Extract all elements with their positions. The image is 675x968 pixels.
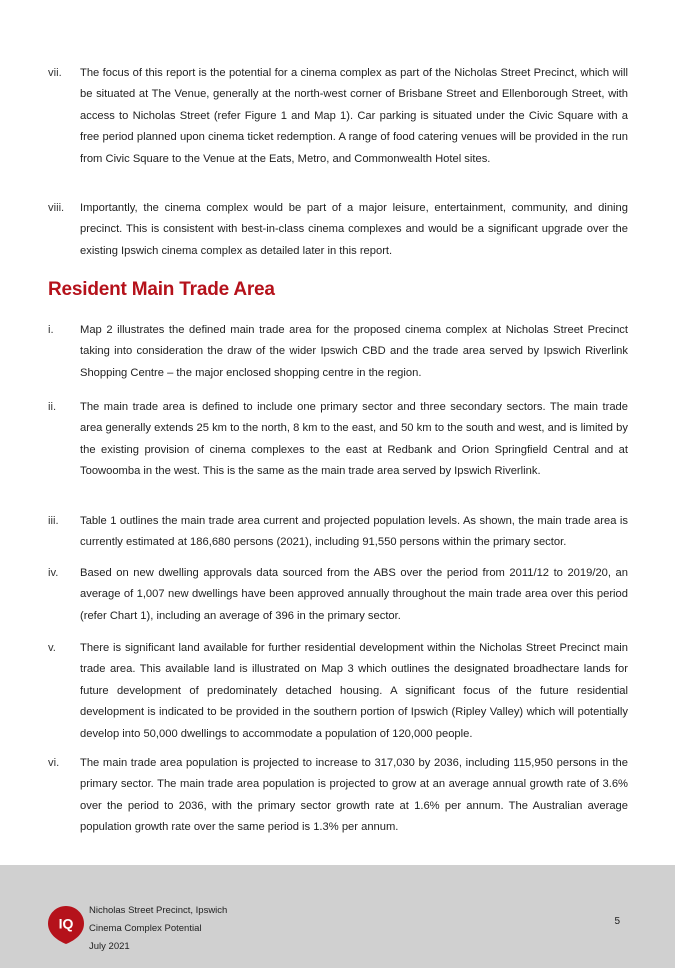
item-text: Based on new dwelling approvals data sourced from the ABS over the period from 2011/12 to 2019/20, an average of 1,007 new dwellings have been approved annually throughout the main trade area over this period (refer Chart 1), including an average of 396 in the primary sector. (80, 567, 628, 622)
item-number: ii. (48, 401, 57, 413)
item-text: There is significant land available for further residential development within the Nicholas Street Precinct main trade area. This available land is illustrated on Map 3 which outlines the designated broadhectare lands for future development of predominately detached housing. A significant focus of the future residential development is indicated to be provided in the southern portion of Ipswich (Ripley Valley) which will potentially develop into 50,000 dwellings to accommodate a population of 120,000 people. (80, 642, 628, 740)
footer-title: Nicholas Street Precinct, Ipswich (89, 905, 228, 916)
item-text: Map 2 illustrates the defined main trade area for the proposed cinema complex at Nicholas Street Precinct taking into consideration the draw of the wider Ipswich CBD and the trade area served by Ipswich Riverlink Shopping Centre – the major enclosed shopping centre in the region. (80, 324, 628, 379)
item-number: vii. (48, 67, 62, 79)
item-number: i. (48, 324, 54, 336)
iq-logo-icon (47, 905, 85, 945)
item-number: v. (48, 642, 56, 654)
page-number: 5 (614, 916, 620, 927)
footer-subtitle: Cinema Complex Potential (89, 923, 202, 934)
footer-info (89, 902, 227, 956)
item-text: The main trade area population is projected to increase to 317,030 by 2036, including 115,950 persons in the primary sector. The main trade area population is projected to grow at an average annual growth rate of 3.6% over the period to 2036, with the primary sector growth rate at 1.6% per annum. The Australian average population growth rate over the same period is 1.3% per annum. (80, 757, 628, 834)
section-heading: Resident Main Trade Area (48, 279, 275, 300)
item-number: iii. (48, 515, 59, 527)
item-text: Table 1 outlines the main trade area current and projected population levels. As shown, the main trade area is currently estimated at 186,680 persons (2021), including 91,550 persons within the primary sector. (80, 515, 628, 549)
item-number: vi. (48, 757, 60, 769)
footer-date: July 2021 (89, 941, 130, 952)
item-number: viii. (48, 202, 65, 214)
logo-text: IQ (58, 915, 74, 932)
item-text: Importantly, the cinema complex would be part of a major leisure, entertainment, community, and dining precinct. This is consistent with best-in-class cinema complexes and would be a significant upgrade over the existing Ipswich cinema complex as detailed later in this report. (80, 202, 628, 257)
item-text: The focus of this report is the potential for a cinema complex as part of the Nicholas Street Precinct, which will be situated at The Venue, generally at the north-west corner of Brisbane Street and Ellenborough Street, with access to Nicholas Street (refer Figure 1 and Map 1). Car parking is situated under the Civic Square with a free period planned upon cinema ticket redemption. A range of food catering venues will be provided in the run from Civic Square to the Venue at the Eats, Metro, and Commonwealth Hotel sites. (80, 67, 628, 165)
item-number: iv. (48, 567, 59, 579)
item-text: The main trade area is defined to include one primary sector and three secondary sectors. The main trade area generally extends 25 km to the north, 8 km to the east, and 50 km to the south and west, and is limited by the existing provision of cinema complexes to the east at Redbank and Orion Springfield Central and at Toowoomba in the west. This is the same as the main trade area served by Ipswich Riverlink. (80, 401, 628, 478)
